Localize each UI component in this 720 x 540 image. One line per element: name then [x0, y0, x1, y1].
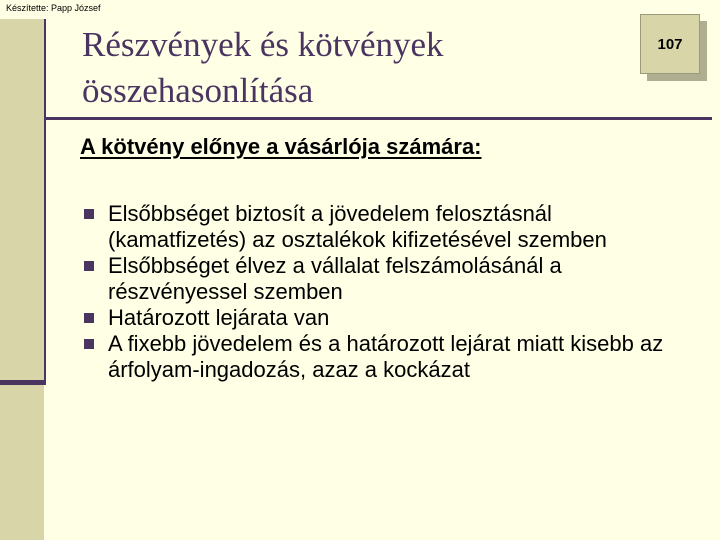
slide-title-line-2: összehasonlítása [82, 71, 314, 110]
square-bullet-icon [84, 261, 94, 271]
bullet-item [82, 201, 692, 253]
bullet-list [82, 201, 692, 383]
bullet-text: Határozott lejárata van [108, 305, 330, 330]
left-decorative-band [0, 19, 44, 540]
bullet-text: Elsőbbséget biztosít a jövedelem felosztásnál (kamatfizetés) az osztalékok kifizetésével szemben [108, 201, 607, 252]
title-divider [44, 117, 712, 120]
left-accent-bar [0, 380, 46, 385]
slide-title [82, 22, 602, 114]
square-bullet-icon [84, 209, 94, 219]
bullet-item [82, 305, 692, 331]
bullet-item [82, 331, 692, 383]
author-caption: Készítette: Papp József [6, 3, 101, 13]
bullet-item [82, 253, 692, 305]
page-number-box: 107 [640, 14, 700, 74]
bullet-text: A fixebb jövedelem és a határozott lejárat miatt kisebb az árfolyam-ingadozás, azaz a kockázat [108, 331, 664, 382]
slide-title-line-1: Részvények és kötvények [82, 25, 444, 64]
left-band-edge [44, 19, 46, 381]
slide-subheading: A kötvény előnye a vásárlója számára: [80, 134, 482, 159]
bullet-text: Elsőbbséget élvez a vállalat felszámolásánál a részvényessel szemben [108, 253, 562, 304]
square-bullet-icon [84, 339, 94, 349]
square-bullet-icon [84, 313, 94, 323]
